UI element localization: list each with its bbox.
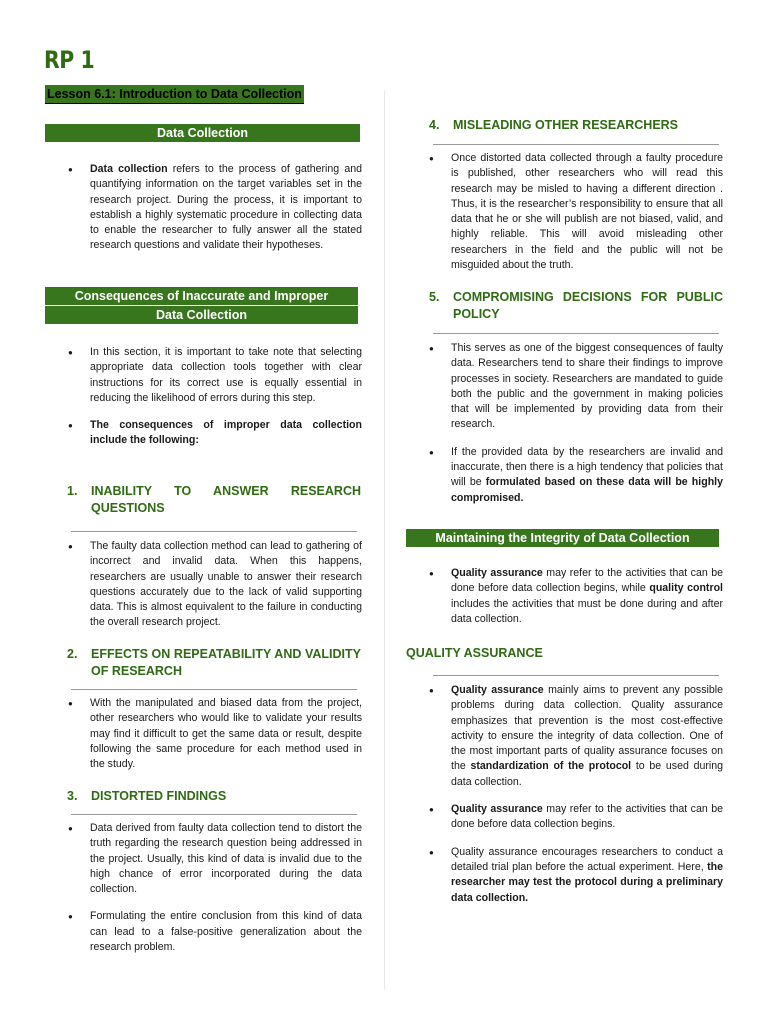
divider xyxy=(433,675,719,676)
term-quality-assurance: Quality assurance xyxy=(451,567,543,579)
item-number: 1. xyxy=(67,484,78,498)
term-quality-assurance: Quality assurance xyxy=(451,684,544,696)
divider xyxy=(433,144,719,145)
qa-list xyxy=(429,683,723,918)
heading-item-5 xyxy=(429,289,723,323)
list-item xyxy=(68,418,362,449)
bullet-text: Once distorted data collected through a faulty procedure is published, other researchers who will read this research may be misled to having a different direction . Thus, it is the researcher’s responsibility to ensure that all data that he or she will publish are not biased, valid, and highly reliable. This will avoid misleading other researchers in the field and the public will not be misguided about the truth. xyxy=(451,152,723,272)
item3-list xyxy=(68,821,362,967)
heading-item-2 xyxy=(67,646,361,680)
item-number: 5. xyxy=(429,290,440,304)
list-item xyxy=(429,151,723,273)
bullet-text: With the manipulated and biased data from the project, other researchers who would like to validate your results may find it difficult to get the same data or result, despite following the same procedure for each method used in the study. xyxy=(90,697,362,771)
list-item xyxy=(429,845,723,906)
list-item xyxy=(429,683,723,790)
bullet-text: to be used during data collection. xyxy=(451,760,724,788)
integrity-list xyxy=(429,566,723,639)
bullet-text: includes the activities that must be done during and after data collection. xyxy=(451,597,723,625)
bullet-bold-text: formulated based on these data will be highly compromised. xyxy=(451,476,723,504)
divider xyxy=(71,814,357,815)
list-item xyxy=(68,539,362,631)
page-title: RP 1 xyxy=(44,46,95,74)
item4-list xyxy=(429,151,723,285)
bullet-text: may refer to the activities that can be done before data collection begins. xyxy=(451,803,723,831)
list-item xyxy=(429,566,723,627)
bullet-text: mainly aims to prevent any possible problems during data collection. Quality assurance emphasizes that prevention is the most cost-effective activity to ensure the integrity of data collection. One of the most important parts of quality assurance focuses on the xyxy=(451,684,723,773)
bullet-text: The faulty data collection method can lead to gathering of incorrect and invalid data. When this happens, researchers are usually unable to answer their research questions accurately due to the lack of valid supporting data. This is almost equivalent to the failure in conducting the overall research project. xyxy=(90,540,362,629)
item2-list xyxy=(68,696,362,784)
bullet-text: If the provided data by the researchers are invalid and inaccurate, then there is a high tendency that policies that will be xyxy=(451,445,723,489)
list-item xyxy=(68,345,362,406)
term-quality-control: quality control xyxy=(649,582,723,595)
lesson-title: Lesson 6.1: Introduction to Data Collection xyxy=(45,85,304,104)
heading-item-3 xyxy=(67,788,361,805)
list-item xyxy=(68,909,362,955)
column-divider xyxy=(384,90,385,990)
list-item xyxy=(429,802,723,833)
bullet-text: In this section, it is important to take note that selecting appropriate data collection tools together with clear instructions for its correct use is equally essential in reducing the likelihood of errors during this step. xyxy=(90,346,362,404)
banner-data-collection: Data Collection xyxy=(45,124,360,142)
bullet-text: Formulating the entire conclusion from this kind of data can lead to a false-positive generalization about the research problem. xyxy=(90,910,362,954)
list-item xyxy=(429,445,723,506)
bullet-text: This serves as one of the biggest consequences of faulty data. Researchers tend to share their findings to improve processes in society. Researchers are mandated to guide both the public and the government in making policies that will be implemented by providing data from their research. xyxy=(451,342,723,431)
item-title: DISTORTED FINDINGS xyxy=(91,789,227,803)
list-item xyxy=(68,162,362,254)
bullet-text: Data derived from faulty data collection tend to distort the truth regarding the research question being addressed in the project. Usually, this kind of data is invalid due to the high chance of error incorporated during the data collection. xyxy=(90,822,362,896)
banner-integrity: Maintaining the Integrity of Data Collection xyxy=(406,529,719,547)
item-number: 4. xyxy=(429,118,440,132)
item-title: COMPROMISING DECISIONS FOR PUBLIC POLICY xyxy=(453,290,723,321)
heading-item-1 xyxy=(67,483,361,517)
banner-consequences-line2: Data Collection xyxy=(45,306,358,324)
term-standardization: standardization of the protocol xyxy=(470,760,632,773)
bullet-text: Quality assurance encourages researchers to conduct a detailed trial plan before the actual experiment. Here, xyxy=(451,845,723,873)
consequences-list xyxy=(68,345,362,461)
consequences-intro: The consequences of improper data collection include the following: xyxy=(90,419,362,447)
item-title: EFFECTS ON REPEATABILITY AND VALIDITY OF RESEARCH xyxy=(91,647,361,678)
intro-list xyxy=(68,162,362,266)
list-item xyxy=(429,341,723,433)
item-number: 2. xyxy=(67,647,78,661)
banner-consequences-line1: Consequences of Inaccurate and Improper xyxy=(45,287,358,305)
item1-list xyxy=(68,539,362,643)
heading-item-4 xyxy=(429,117,723,134)
bullet-text: may refer to the activities that can be done before data collection begins, while xyxy=(451,567,723,595)
divider xyxy=(71,689,357,690)
qa-heading: QUALITY ASSURANCE xyxy=(406,646,543,660)
term-data-collection: Data collection xyxy=(90,163,168,175)
bullet-bold-text: the researcher may test the protocol during a preliminary data collection. xyxy=(451,860,723,904)
item5-list xyxy=(429,341,723,518)
divider xyxy=(71,531,357,532)
bullet-text: refers to the process of gathering and quantifying information on the target variables set in the research project. During the process, it is important to establish a highly systematic procedure in collecting data to enable the researcher to fully answer all the stated research questions and validate their hypotheses. xyxy=(90,163,362,252)
list-item xyxy=(68,696,362,772)
list-item xyxy=(68,821,362,897)
item-number: 3. xyxy=(67,789,78,803)
term-quality-assurance: Quality assurance xyxy=(451,803,543,816)
divider xyxy=(433,333,719,334)
item-title: INABILITY TO ANSWER RESEARCH QUESTIONS xyxy=(91,484,361,515)
item-title: MISLEADING OTHER RESEARCHERS xyxy=(453,118,679,132)
